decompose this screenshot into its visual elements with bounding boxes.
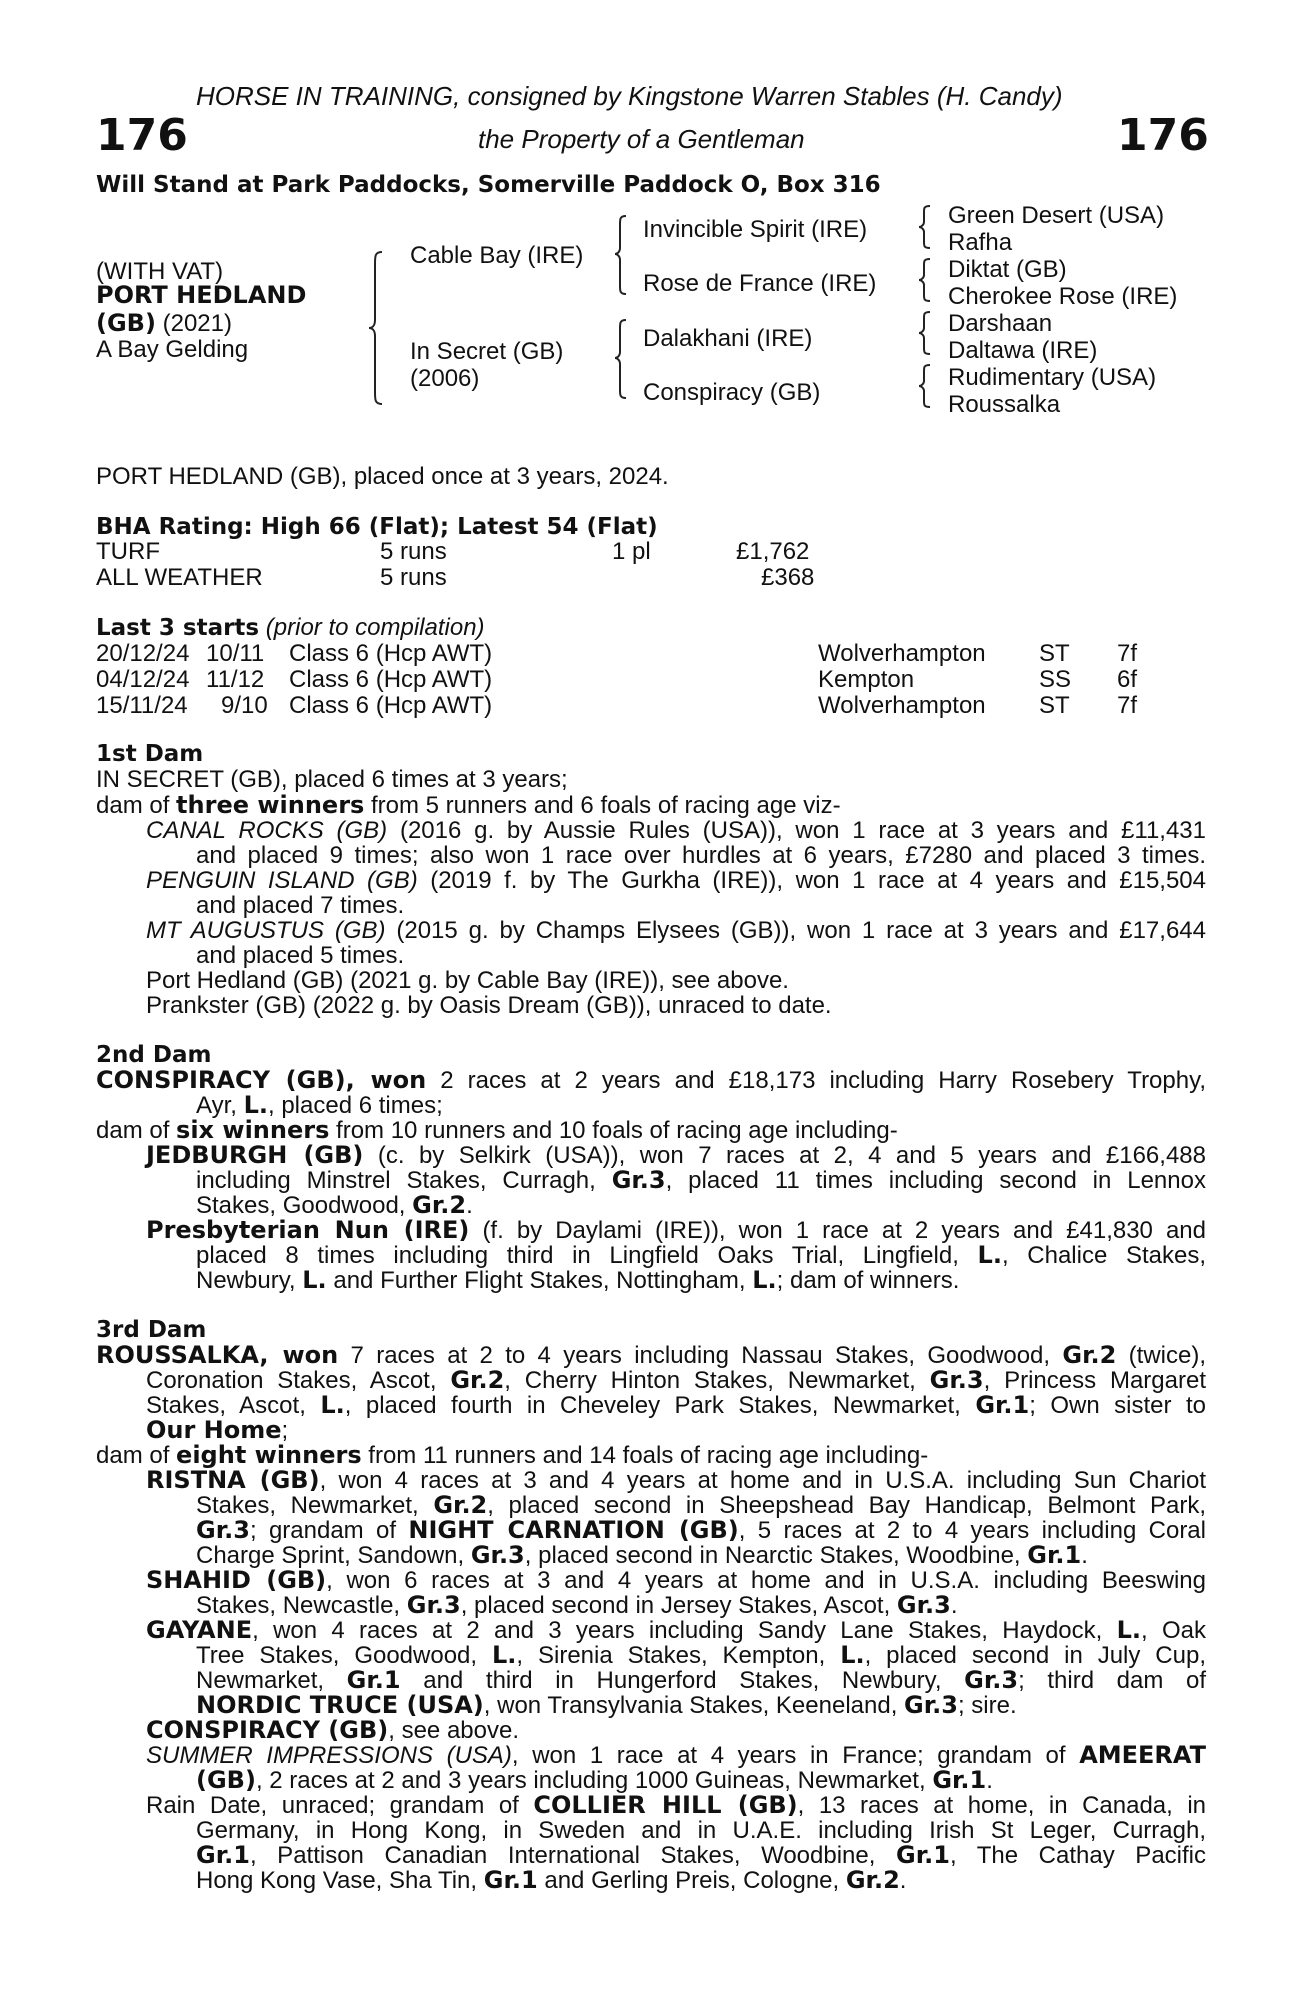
pedigree-dam-dam: Conspiracy (GB)	[643, 379, 821, 406]
text: Charge Sprint, Sandown,	[196, 1542, 471, 1569]
rating-turf-earnings: £1,762	[736, 538, 810, 565]
dam3-line	[146, 1568, 1206, 1593]
progeny-name: JEDBURGH (GB)	[146, 1141, 364, 1169]
last-starts-title: Last 3 starts	[96, 615, 260, 641]
last-starts-note: (prior to compilation)	[265, 614, 485, 641]
grade: L.	[752, 1266, 777, 1294]
dam3-line	[146, 1793, 1206, 1818]
progeny-name: AMEERAT	[1079, 1741, 1206, 1769]
grade: Gr.1	[483, 1866, 538, 1894]
grade: Gr.1	[932, 1766, 987, 1794]
progeny-name: RISTNA (GB)	[146, 1466, 320, 1494]
dam3-line	[196, 1668, 1206, 1693]
pedigree-dam: In Secret (GB)	[410, 338, 564, 365]
dam3-line	[196, 1768, 993, 1793]
pedigree-bracket-main	[368, 250, 388, 406]
grade: L.	[243, 1091, 268, 1119]
dam1-line	[146, 868, 1206, 893]
text: (f. by Daylami (IRE)), won 1 race at 2 years and £41,830 and	[469, 1217, 1206, 1244]
winners-count: six winners	[176, 1116, 330, 1144]
grade: Gr.3	[904, 1691, 958, 1719]
text: , placed 6 times;	[268, 1092, 443, 1119]
dam3-heading: 3rd Dam	[96, 1317, 207, 1343]
text: (twice),	[1116, 1342, 1206, 1369]
horse-description: A Bay Gelding	[96, 336, 249, 363]
progeny-name: PENGUIN ISLAND (GB)	[146, 867, 418, 894]
last-starts-header	[96, 614, 485, 642]
dam2-line	[196, 1168, 1206, 1193]
rating-aw-runs: 5 runs	[380, 564, 447, 591]
rating-turf-placings: 1 pl	[612, 538, 651, 565]
grade: Gr.3	[196, 1516, 250, 1544]
text: (c. by Selkirk (USA)), won 7 races at 2, 4 and 5 years and £166,488	[363, 1142, 1206, 1169]
text: , Princess Margaret	[983, 1367, 1206, 1394]
text: , won 4 races at 2 and 3 years including Sandy Lane Stakes, Haydock,	[252, 1617, 1117, 1644]
dam2-line	[196, 1193, 473, 1218]
start-date: 15/11/24	[96, 692, 188, 719]
text: , Chalice Stakes,	[1001, 1242, 1207, 1269]
dam2-line	[96, 1118, 898, 1143]
text: Stakes, Goodwood,	[196, 1192, 413, 1219]
dam-name: CONSPIRACY (GB), won	[96, 1066, 427, 1094]
winners-count: eight winners	[176, 1441, 362, 1469]
progeny-name: (GB)	[196, 1766, 256, 1794]
dam1-line: IN SECRET (GB), placed 6 times at 3 years;	[96, 766, 568, 793]
text: , won 4 races at 3 and 4 years at home and in U.S.A. including Sun Chariot	[319, 1467, 1206, 1494]
dam3-line	[196, 1868, 906, 1893]
text: , 13 races at home, in Canada, in	[797, 1792, 1206, 1819]
text: and Gerling Preis, Cologne,	[537, 1867, 846, 1894]
start-going: SS	[1039, 666, 1072, 693]
dam3-line	[196, 1843, 1206, 1868]
dam2-line	[196, 1093, 443, 1118]
start-class: Class 6 (Hcp AWT)	[289, 666, 493, 693]
dam3-line	[146, 1718, 519, 1743]
text: , placed second in July Cup,	[864, 1642, 1206, 1669]
text: and third in Hungerford Stakes, Newbury,	[400, 1667, 965, 1694]
horse-country: (GB)	[96, 309, 156, 337]
dam3-line	[196, 1543, 1088, 1568]
pedigree-sds: Diktat (GB)	[948, 256, 1067, 283]
dam3-line	[146, 1468, 1206, 1493]
dam3-line	[96, 1343, 1206, 1368]
text: , won Transylvania Stakes, Keeneland,	[483, 1692, 905, 1719]
grade: Gr.3	[470, 1541, 525, 1569]
pedigree-dsd: Daltawa (IRE)	[948, 337, 1098, 364]
pedigree-bracket-ds	[918, 310, 934, 356]
pedigree-ddd: Roussalka	[948, 391, 1061, 418]
dam3-line	[146, 1393, 1206, 1418]
dam3-line	[146, 1743, 1206, 1768]
text: Stakes, Newcastle,	[196, 1592, 407, 1619]
horse-origin-year	[96, 309, 232, 338]
start-position: 9/10	[221, 692, 268, 719]
dam3-line	[146, 1368, 1206, 1393]
dam1-line	[146, 918, 1206, 943]
grade: Gr.1	[975, 1391, 1030, 1419]
start-going: ST	[1039, 692, 1070, 719]
lot-number-right: 176	[1117, 110, 1209, 161]
horse-year: (2021)	[155, 310, 232, 337]
text: Coronation Stakes, Ascot,	[146, 1367, 451, 1394]
text: ; grandam of	[249, 1517, 409, 1544]
dam3-line	[146, 1618, 1206, 1643]
text: Newmarket,	[196, 1667, 347, 1694]
grade: L.	[977, 1241, 1002, 1269]
text: , The Cathay Pacific	[949, 1842, 1206, 1869]
dam2-line	[96, 1068, 1206, 1093]
progeny-name: MT AUGUSTUS (GB)	[146, 917, 386, 944]
dam3-line	[96, 1443, 928, 1468]
dam2-line	[146, 1218, 1206, 1243]
start-going: ST	[1039, 640, 1070, 667]
text: Ayr,	[196, 1092, 244, 1119]
grade: L.	[840, 1641, 865, 1669]
progeny-name: NIGHT CARNATION (GB)	[408, 1516, 739, 1544]
text: placed 8 times including third in Lingfield Oaks Trial, Lingfield,	[196, 1242, 978, 1269]
text: , placed second in Sheepshead Bay Handicap, Belmont Park,	[487, 1492, 1207, 1519]
text: and Further Flight Stakes, Nottingham,	[326, 1267, 753, 1294]
pedigree-dss: Darshaan	[948, 310, 1053, 337]
grade: L.	[491, 1641, 517, 1669]
text: .	[1081, 1542, 1088, 1569]
start-position: 10/11	[206, 640, 265, 667]
stand-location: Will Stand at Park Paddocks, Somerville Paddock O, Box 316	[96, 172, 881, 198]
text: Hong Kong Vase, Sha Tin,	[196, 1867, 484, 1894]
text: ;	[281, 1417, 289, 1444]
text: 7 races at 2 to 4 years including Nassau Stakes, Goodwood,	[338, 1342, 1063, 1369]
text: .	[899, 1867, 907, 1894]
pedigree-dam-sire: Dalakhani (IRE)	[643, 325, 813, 352]
text: dam of	[96, 1117, 177, 1144]
start-date: 20/12/24	[96, 640, 190, 667]
race-summary: PORT HEDLAND (GB), placed once at 3 years, 2024.	[96, 463, 669, 490]
grade: Gr.3	[406, 1591, 461, 1619]
start-class: Class 6 (Hcp AWT)	[289, 692, 493, 719]
text: , Cherry Hinton Stakes, Newmarket,	[504, 1367, 930, 1394]
grade: Gr.2	[412, 1191, 467, 1219]
text: including Minstrel Stakes, Curragh,	[196, 1167, 612, 1194]
text: , Pattison Canadian International Stakes, Woodbine,	[249, 1842, 896, 1869]
grade: L.	[320, 1391, 345, 1419]
pedigree-bracket-dam	[614, 318, 632, 400]
dam3-line	[146, 1418, 288, 1443]
grade: Gr.1	[1027, 1541, 1082, 1569]
grade: L.	[302, 1266, 327, 1294]
grade: Gr.1	[896, 1841, 950, 1869]
progeny-name: SUMMER IMPRESSIONS (USA)	[146, 1742, 512, 1769]
grade: Gr.1	[196, 1841, 250, 1869]
pedigree-sss: Green Desert (USA)	[948, 202, 1165, 229]
text: Stakes, Newmarket,	[196, 1492, 434, 1519]
pedigree-bracket-dd	[918, 363, 934, 409]
text: , won 6 races at 3 and 4 years at home and in U.S.A. including Beeswing	[326, 1567, 1206, 1594]
sibling-name: Our Home	[146, 1416, 282, 1444]
pedigree-bracket-sire	[614, 214, 632, 296]
lot-number-left: 176	[96, 110, 188, 161]
start-class: Class 6 (Hcp AWT)	[289, 640, 493, 667]
dam1-line: and placed 5 times.	[196, 942, 405, 969]
text: , placed second in Nearctic Stakes, Woodbine,	[524, 1542, 1028, 1569]
progeny-name: GAYANE	[146, 1616, 253, 1644]
text: , Sirenia Stakes, Kempton,	[516, 1642, 841, 1669]
dam1-line	[96, 793, 841, 818]
dam1-line: Prankster (GB) (2022 g. by Oasis Dream (GB)), unraced to date.	[146, 992, 832, 1019]
start-date: 04/12/24	[96, 666, 190, 693]
text: , see above.	[388, 1717, 520, 1744]
dam3-line	[196, 1493, 1206, 1518]
grade: Gr.2	[433, 1491, 488, 1519]
grade: Gr.2	[450, 1366, 505, 1394]
grade: Gr.1	[346, 1666, 401, 1694]
dam3-line: Germany, in Hong Kong, in Sweden and in U.A.E. including Irish St Leger, Curragh,	[196, 1817, 1206, 1844]
pedigree-sire-sire: Invincible Spirit (IRE)	[643, 216, 868, 243]
grade: Gr.3	[964, 1666, 1019, 1694]
text: from 10 runners and 10 foals of racing age including-	[329, 1117, 898, 1144]
consignor-line: HORSE IN TRAINING, consigned by Kingstone Warren Stables (H. Candy)	[196, 81, 1063, 111]
text: , won 1 race at 4 years in France; grandam of	[511, 1742, 1080, 1769]
rating-turf-runs: 5 runs	[380, 538, 447, 565]
progeny-name: COLLIER HILL (GB)	[533, 1791, 798, 1819]
dam-name: ROUSSALKA, won	[96, 1341, 339, 1369]
pedigree-dam-year: (2006)	[410, 365, 480, 392]
dam3-line	[196, 1643, 1206, 1668]
text: ; dam of winners.	[776, 1267, 960, 1294]
text: 2 races at 2 years and £18,173 including Harry Rosebery Trophy,	[426, 1067, 1206, 1094]
dam2-line	[196, 1243, 1206, 1268]
text: from 11 runners and 14 foals of racing age including-	[361, 1442, 929, 1469]
start-position: 11/12	[206, 666, 265, 693]
progeny-name: Presbyterian Nun (IRE)	[146, 1216, 470, 1244]
dam2-heading: 2nd Dam	[96, 1042, 212, 1068]
grade: Gr.2	[1062, 1341, 1117, 1369]
text: .	[950, 1592, 958, 1619]
start-course: Wolverhampton	[818, 640, 986, 667]
grade: L.	[1116, 1616, 1142, 1644]
dam3-line	[196, 1593, 958, 1618]
winners-count: three winners	[176, 791, 365, 819]
grade: Gr.3	[611, 1166, 666, 1194]
text: dam of	[96, 792, 177, 819]
grade: Gr.3	[929, 1366, 984, 1394]
pedigree-sire: Cable Bay (IRE)	[410, 242, 584, 269]
text: , 5 races at 2 to 4 years including Coral	[738, 1517, 1206, 1544]
text: Tree Stakes, Goodwood,	[196, 1642, 492, 1669]
horse-name: PORT HEDLAND	[96, 281, 307, 309]
pedigree-dds: Rudimentary (USA)	[948, 364, 1157, 391]
vat-note: (WITH VAT)	[96, 258, 224, 285]
dam1-line	[146, 818, 1206, 843]
text: , 2 races at 2 and 3 years including 1000 Guineas, Newmarket,	[255, 1767, 933, 1794]
grade: Gr.2	[845, 1866, 900, 1894]
text: .	[466, 1192, 473, 1219]
dam3-line	[196, 1693, 1017, 1718]
text: ; sire.	[957, 1692, 1017, 1719]
text: Stakes, Ascot,	[146, 1392, 321, 1419]
progeny-name: CANAL ROCKS (GB)	[146, 817, 388, 844]
pedigree-sdd: Cherokee Rose (IRE)	[948, 283, 1178, 310]
text: ; Own sister to	[1029, 1392, 1206, 1419]
progeny-name: CONSPIRACY (GB)	[146, 1716, 389, 1744]
dam1-heading: 1st Dam	[96, 741, 204, 767]
dam3-line	[196, 1518, 1206, 1543]
text: , Oak	[1141, 1617, 1207, 1644]
pedigree-bracket-ss	[918, 204, 934, 250]
dam2-line	[196, 1268, 959, 1293]
pedigree-sire-dam: Rose de France (IRE)	[643, 270, 877, 297]
text: (2019 f. by The Gurkha (IRE)), won 1 race at 4 years and £15,504	[417, 867, 1206, 894]
rating-aw-surface: ALL WEATHER	[96, 564, 263, 591]
bha-rating-title: BHA Rating: High 66 (Flat); Latest 54 (Flat)	[96, 514, 658, 540]
text: from 5 runners and 6 foals of racing age viz-	[364, 792, 841, 819]
dam1-line: and placed 9 times; also won 1 race over hurdles at 6 years, £7280 and placed 3 times.	[196, 842, 1206, 869]
rating-aw-earnings: £368	[761, 564, 815, 591]
pedigree-ssd: Rafha	[948, 229, 1013, 256]
text: , placed 11 times including second in Lennox	[665, 1167, 1206, 1194]
text: , placed fourth in Cheveley Park Stakes, Newmarket,	[344, 1392, 976, 1419]
text: dam of	[96, 1442, 177, 1469]
dam1-line: Port Hedland (GB) (2021 g. by Cable Bay (IRE)), see above.	[146, 967, 789, 994]
start-distance: 7f	[1117, 640, 1138, 667]
progeny-name: NORDIC TRUCE (USA)	[196, 1691, 484, 1719]
text: Newbury,	[196, 1267, 303, 1294]
start-course: Wolverhampton	[818, 692, 986, 719]
pedigree-bracket-sd	[918, 257, 934, 303]
start-course: Kempton	[818, 666, 915, 693]
progeny-name: SHAHID (GB)	[146, 1566, 327, 1594]
rating-turf-surface: TURF	[96, 538, 160, 565]
grade: Gr.3	[896, 1591, 951, 1619]
text: (2016 g. by Aussie Rules (USA)), won 1 race at 3 years and £11,431	[387, 817, 1207, 844]
text: (2015 g. by Champs Elysees (GB)), won 1 race at 3 years and £17,644	[385, 917, 1206, 944]
property-line: the Property of a Gentleman	[478, 124, 805, 154]
text: Rain Date, unraced; grandam of	[146, 1792, 534, 1819]
start-distance: 7f	[1117, 692, 1138, 719]
dam2-line	[146, 1143, 1206, 1168]
dam1-line: and placed 7 times.	[196, 892, 405, 919]
text: .	[986, 1767, 993, 1794]
text: ; third dam of	[1018, 1667, 1207, 1694]
text: , placed second in Jersey Stakes, Ascot,	[460, 1592, 897, 1619]
start-distance: 6f	[1117, 666, 1138, 693]
